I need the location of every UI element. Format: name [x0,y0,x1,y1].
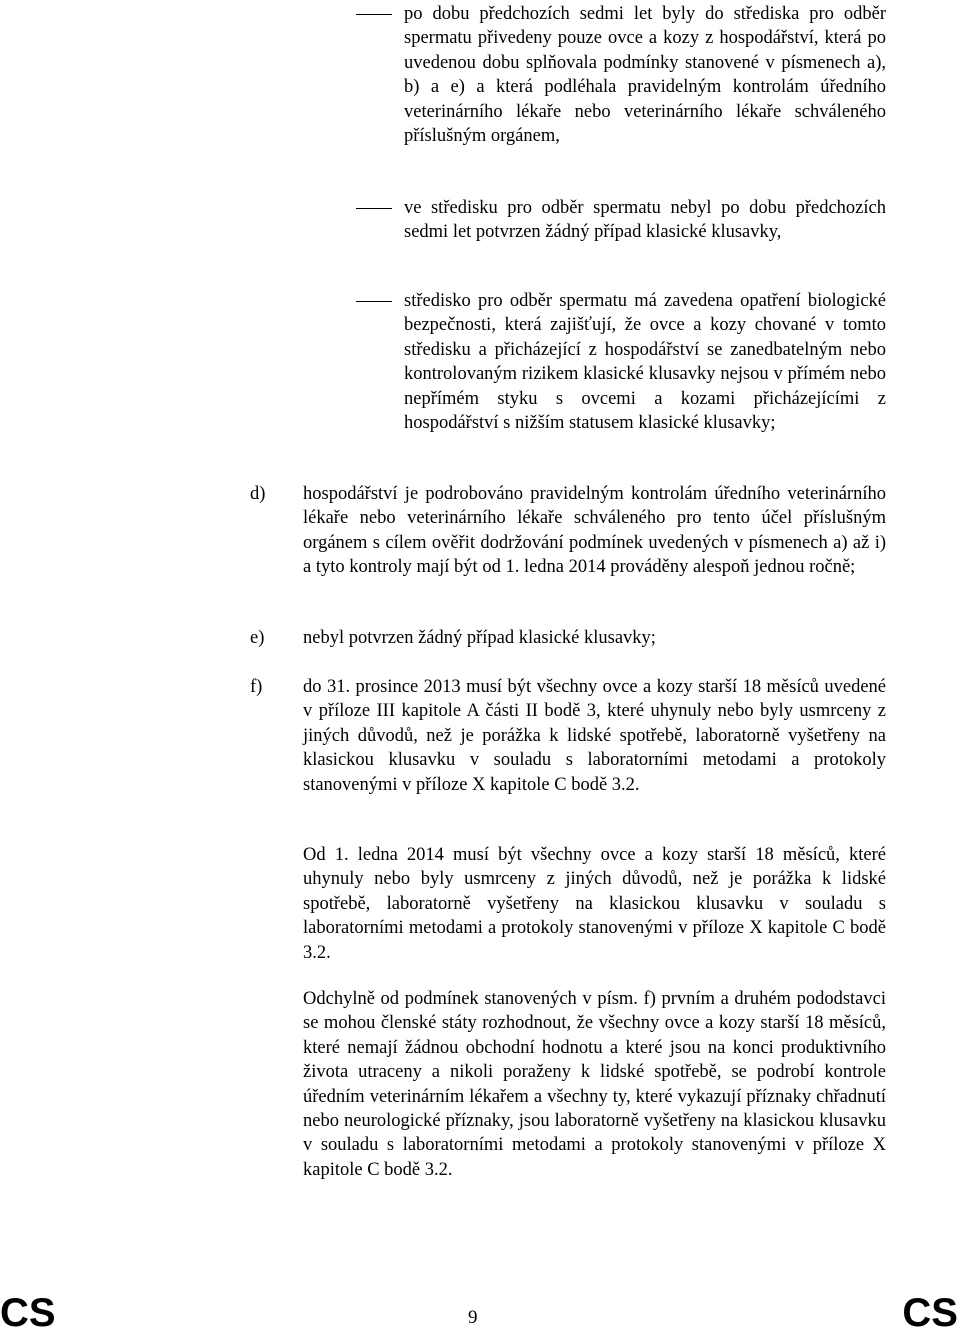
item-text: hospodářství je podrobováno pravidelným kontrolám úředního veterinárního lékaře nebo veterinárního lékaře schváleného pro tento účel příslušným orgánem s cílem ověřit dodržování podmínek uvedených v písmenech a) až i) a tyto kontroly mají být od 1. ledna 2014 prováděny alespoň jednou ročně; [303,484,886,578]
dash-list-item [356,289,886,435]
dash-list-item [356,196,886,245]
item-text: nebyl potvrzen žádný případ klasické klusavky; [303,628,656,648]
footer-language-code-right: CS [902,1291,958,1335]
lettered-list-item [250,675,886,797]
dash-list-item [356,2,886,148]
page-number: 9 [468,1307,478,1328]
item-label: d) [250,484,266,504]
dash-item-text: ve středisku pro odběr spermatu nebyl po dobu předchozích sedmi let potvrzen žádný případ klasické klusavky, [404,198,886,243]
dash-item-text: po dobu předchozích sedmi let byly do střediska pro odběr spermatu přivedeny pouze ovce a kozy z hospodářství, která po uvedenou dobu splňovala podmínky stanovené v písmenech a), b) a e) a která podléhala pravidelným kontrolám úředního veterinárního lékaře nebo veterinárního lékaře schváleného příslušným orgánem, [404,4,886,147]
footer-language-code-left: CS [0,1291,56,1335]
paragraph: Od 1. ledna 2014 musí být všechny ovce a kozy starší 18 měsíců, které uhynuly nebo byly usmrceny z jiných důvodů, než je porážka k lidské spotřebě, laboratorně vyšetřeny na klasickou klusavku v souladu s laboratorními metodami a protokoly stanovenými v příloze X kapitole C bodě 3.2. [303,845,886,963]
dash-item-text: středisko pro odběr spermatu má zavedena opatření biologické bezpečnosti, která zajišťují, že ovce a kozy chované v tomto středisku a přicházející z hospodářství se zanedbatelným nebo kontrolovaným rizikem klasické klusavky nejsou v přímém nebo nepřímém styku s ovcemi a kozami přicházejícími z hospodářství s nižším statusem klasické klusavky; [404,291,886,434]
paragraph: Odchylně od podmínek stanovených v písm. f) prvním a druhém pododstavci se mohou členské státy rozhodnout, že všechny ovce a kozy starší 18 měsíců, které nemají žádnou obchodní hodnotu a které jsou na konci produktivního života utraceny a nikoli poraženy k lidské spotřebě, se podrobí kontrole úředním veterinárním lékařem a všechny ty, které vykazují příznaky chřadnutí nebo neurologické příznaky, jsou laboratorně vyšetřeny na klasickou klusavku v souladu s laboratorními metodami a protokoly stanovenými v příloze X kapitole C bodě 3.2. [303,989,886,1180]
lettered-list-item [250,482,886,580]
item-label: f) [250,677,263,697]
dash-bullet-icon [356,301,392,302]
lettered-list-item [250,626,886,650]
item-label: e) [250,628,265,648]
dash-bullet-icon [356,14,392,15]
item-text: do 31. prosince 2013 musí být všechny ovce a kozy starší 18 měsíců uvedené v příloze III kapitole A části II bodě 3, které uhynuly nebo byly usmrceny z jiných důvodů, než je porážka k lidské spotřebě, laboratorně vyšetřeny na klasickou klusavku v souladu s laboratorními metodami a protokoly stanovenými v příloze X kapitole C bodě 3.2. [303,677,886,795]
dash-bullet-icon [356,208,392,209]
